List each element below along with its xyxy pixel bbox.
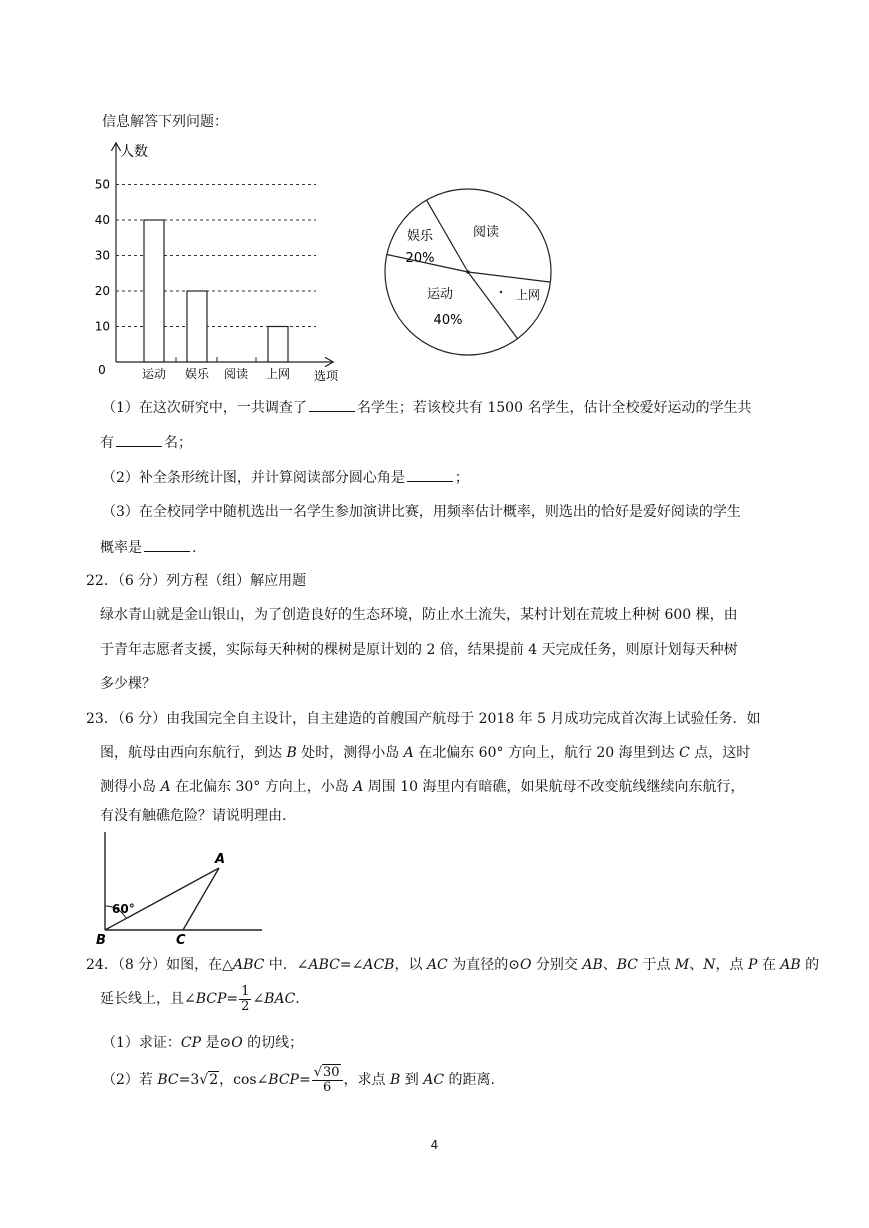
pie-center xyxy=(466,270,470,274)
q24-line2: 延长线上，且∠BCP= $\frac{1}{2}$ ∠BAC. xyxy=(100,983,300,1014)
page-number: 4 xyxy=(430,1138,439,1152)
q23-figure xyxy=(92,828,272,948)
x-axis-label: 选项 xyxy=(314,369,339,383)
pie-divider-sports-internet xyxy=(468,272,518,339)
category-label: 上网 xyxy=(265,367,291,381)
category-label: 娱乐 xyxy=(184,367,210,381)
point-B-label: B xyxy=(96,933,106,948)
answer-blank xyxy=(116,432,162,447)
pie-label-sports: 运动 xyxy=(426,287,454,302)
q24-part2: （2）若 BC=3√2，cos∠BCP= $\frac{√30}{6}$ ，求点 B 到 AC 的距离. xyxy=(102,1064,495,1095)
y-tick-label: 30 xyxy=(94,248,110,263)
q23-line1: 23．（6 分）由我国完全自主设计，自主建造的首艘国产航母于 2018 年 5 月成功完成首次海上试验任务．如 xyxy=(86,711,761,727)
answer-blank xyxy=(407,467,453,482)
y-tick-label: 40 xyxy=(94,213,110,227)
angle-label: 60° xyxy=(112,902,135,916)
answer-blank xyxy=(144,537,190,552)
q21-part1-line1: （1）在这次研究中，一共调查了 名学生；若该校共有 1500 名学生，估计全校爱好运动的学生共 xyxy=(102,397,751,418)
q24-line1: 24．（8 分）如图，在△ABC 中．∠ABC=∠ACB，以 AC 为直径的⊙O 分别交 AB、BC 于点 M、N，点 P 在 AB 的 xyxy=(86,957,820,973)
q22-line3: 多少棵？ xyxy=(100,676,156,692)
fraction-one-half: $\frac{1}{2}$ xyxy=(241,983,250,1014)
pie-label-internet: 上网 xyxy=(515,288,541,302)
origin-label: 0 xyxy=(98,363,106,377)
q23-line2: 图，航母由西向东航行，到达 B 处时，测得小岛 A 在北偏东 60° 方向上，航行 20 海里到达 C 点，这时 xyxy=(100,745,751,761)
q24-part1: （1）求证：CP 是⊙O 的切线； xyxy=(102,1035,304,1051)
q21-part3-line1: （3）在全校同学中随机选出一名学生参加演讲比赛，用频率估计概率，则选出的恰好是爱好阅读的学生 xyxy=(102,504,741,520)
pie-divider-internet-reading xyxy=(468,272,550,282)
q22-line2: 于青年志愿者支援，实际每天种树的棵树是原计划的 2 倍，结果提前 4 天完成任务，则原计划每天种树 xyxy=(100,642,738,658)
pie-label-entertainment: 娱乐 xyxy=(406,229,434,244)
q22-line1: 绿水青山就是金山银山，为了创造良好的生态环境，防止水土流失，某村计划在荒坡上种树 600 棵，由 xyxy=(100,607,738,623)
point-A-label: A xyxy=(215,852,226,867)
pie-internet-dot xyxy=(500,291,502,293)
y-tick-label: 50 xyxy=(94,177,110,192)
point-C-label: C xyxy=(176,933,186,948)
y-tick-label: 20 xyxy=(94,284,110,298)
q22-heading: 22．（6 分）列方程（组）解应用题 xyxy=(86,573,307,589)
pie-label-sports-percent: 40% xyxy=(433,313,463,328)
y-axis-label: 人数 xyxy=(120,144,148,160)
q21-part2: （2）补全条形统计图，并计算阅读部分圆心角是 ； xyxy=(102,467,469,488)
q21-part3-line2: 概率是 . xyxy=(100,537,196,558)
pie-chart xyxy=(378,182,558,362)
answer-blank xyxy=(309,397,355,412)
intro-text: 信息解答下列问题： xyxy=(102,114,228,130)
pie-label-entertainment-percent: 20% xyxy=(405,251,435,266)
q23-line3: 测得小岛 A 在北偏东 30° 方向上，小岛 A 周围 10 海里内有暗礁，如果航母不改变航线继续向东航行， xyxy=(100,779,745,795)
pie-label-reading: 阅读 xyxy=(472,225,500,240)
fraction-sqrt30-over-6: $\frac{√30}{6}$ xyxy=(312,1066,343,1095)
bar-1 xyxy=(187,291,207,362)
category-label: 运动 xyxy=(141,367,167,381)
q21-part1-line2: 有 名； xyxy=(100,432,192,453)
bar-chart xyxy=(88,138,348,388)
segment-BA xyxy=(105,868,219,930)
y-tick-label: 10 xyxy=(94,319,110,334)
category-label: 阅读 xyxy=(223,367,249,381)
bar-0 xyxy=(144,220,164,362)
q23-line4: 有没有触礁危险？请说明理由. xyxy=(100,808,287,824)
sqrt-sign: √ xyxy=(199,1072,209,1088)
bar-3 xyxy=(268,327,288,363)
